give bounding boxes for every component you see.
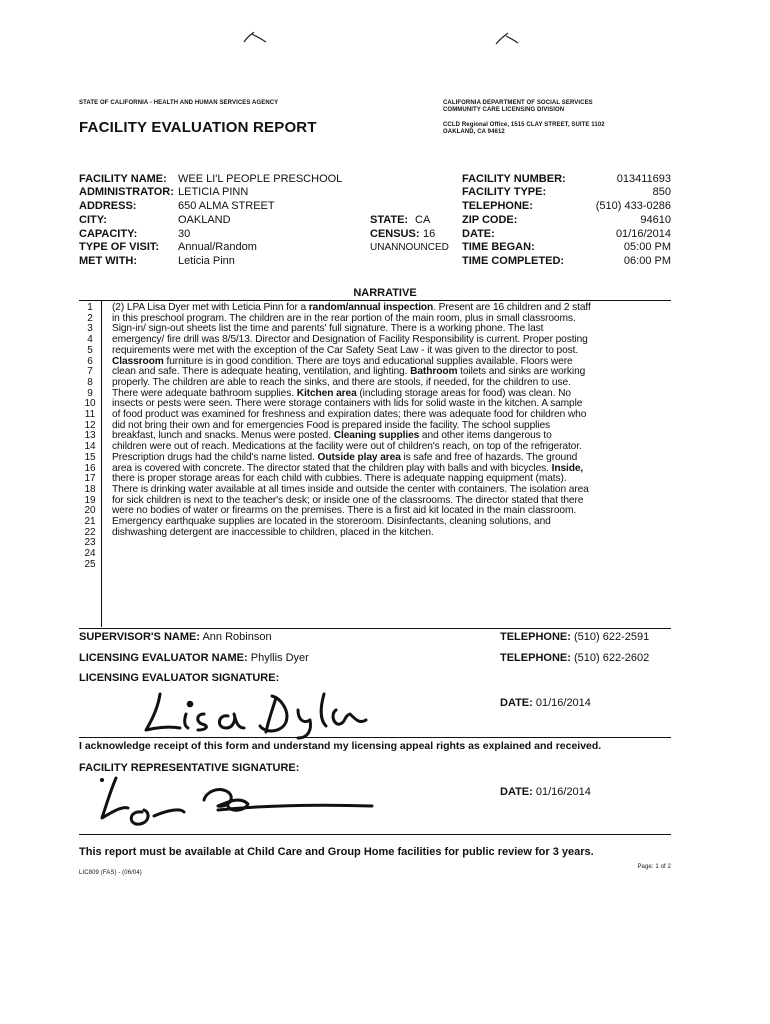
- line-number: 15: [84, 451, 96, 463]
- narrative-text: furniture is in good condition. There are toys and educational supplies available. Floors were: [163, 355, 573, 367]
- facility-type-label: FACILITY TYPE:: [462, 186, 547, 198]
- line-number: 23: [84, 537, 96, 549]
- city-label: CITY:: [79, 214, 107, 226]
- telephone-label: TELEPHONE:: [462, 200, 533, 212]
- line-number: 12: [84, 419, 96, 431]
- narrative-text: requirements were met with the exception of the Car Safety Seat Law - it was given to the director to post.: [112, 344, 579, 356]
- line-number: 9: [87, 387, 93, 399]
- office-address-line2: OAKLAND, CA 94612: [443, 129, 505, 135]
- date2-label: DATE:: [500, 786, 533, 798]
- narrative-text: properly. The children are able to reach the sinks, and there are stools, if needed, for the children to use.: [112, 376, 571, 388]
- facility-rep-signature: [88, 772, 378, 832]
- facility-name: WEE LI'L PEOPLE PRESCHOOL: [178, 173, 343, 185]
- narrative-text: children were out of reach. Medications at the facility were out of children's reach, on top of the refrigerator.: [112, 441, 582, 453]
- date2: 01/16/2014: [535, 786, 591, 798]
- date: 01/16/2014: [615, 228, 671, 240]
- capacity-label: CAPACITY:: [79, 228, 138, 240]
- supervisor-phone-label: TELEPHONE:: [500, 631, 571, 643]
- line-number: 6: [87, 355, 93, 367]
- narrative-text: emergency/ fire drill was 8/5/13. Director and Designation of Facility Responsibility is current. Proper posting: [112, 334, 588, 346]
- line-number: 22: [84, 526, 96, 538]
- narrative-text: Classroom: [112, 355, 164, 367]
- narrative-text: There were adequate bathroom supplies.: [112, 387, 297, 399]
- facility-number-label: FACILITY NUMBER:: [462, 173, 566, 185]
- supervisor-label: SUPERVISOR'S NAME:: [79, 631, 200, 643]
- narrative-text: there is proper storage areas for each child with cubbies. There is adequate napping equipment (mats).: [112, 473, 567, 485]
- date1-row: [500, 697, 591, 710]
- availability-notice: This report must be available at Child Care and Group Home facilities for public review for 3 years.: [79, 846, 594, 858]
- line-number: 19: [84, 494, 96, 506]
- line-number-divider: [101, 301, 102, 627]
- narrative-text: Outside play area: [317, 451, 401, 463]
- narrative-text: were no bodies of water or firearms on the premises. There is a first aid kit located in the main classroom.: [112, 505, 577, 517]
- office-address-line1: CCLD Regional Office, 1515 CLAY STREET, SUITE 1102: [443, 122, 605, 128]
- zip: 94610: [640, 214, 671, 226]
- narrative-top-rule: [79, 300, 671, 301]
- narrative-text: dishwashing detergent are inaccessible to children, placed in the kitchen.: [112, 526, 434, 538]
- line-number: 24: [84, 548, 96, 560]
- line-number: 2: [87, 312, 93, 324]
- visit-type-label: TYPE OF VISIT:: [79, 241, 160, 253]
- time-began: 05:00 PM: [623, 241, 671, 253]
- agency-left: STATE OF CALIFORNIA - HEALTH AND HUMAN SERVICES AGENCY: [79, 100, 279, 106]
- acknowledgement: I acknowledge receipt of this form and understand my licensing appeal rights as explained and received.: [79, 740, 602, 752]
- line-number: 14: [84, 441, 96, 453]
- date-label: DATE:: [462, 228, 495, 240]
- supervisor-phone: (510) 622-2591: [573, 631, 650, 643]
- narrative-text: There is drinking water available at all times inside and outside the center with containers. The isolation area: [112, 483, 589, 495]
- evaluator-phone-row: [500, 652, 649, 665]
- line-number: 11: [84, 409, 96, 420]
- narrative-text: Prescription drugs had the child's name listed.: [112, 451, 318, 463]
- line-number: 21: [84, 516, 96, 527]
- form-id: LIC809 (FAS) - (06/04): [79, 870, 142, 876]
- state-label: STATE:: [370, 214, 409, 226]
- line-number: 1: [87, 302, 93, 313]
- narrative-text: Bathroom: [410, 366, 458, 378]
- line-number: 4: [87, 334, 93, 346]
- narrative-text: toilets and sinks are working: [457, 366, 586, 378]
- line-number: 8: [87, 376, 93, 388]
- supervisor-row: [79, 631, 272, 644]
- narrative-text: (2) LPA Lisa Dyer met with Leticia Pinn for a: [112, 302, 309, 313]
- address: 650 ALMA STREET: [178, 200, 275, 212]
- facility-number: 013411693: [616, 173, 671, 185]
- scan-mark-right: [492, 30, 522, 50]
- narrative-text: is safe and free of hazards. The ground: [400, 451, 578, 463]
- state: CA: [415, 214, 431, 226]
- line-number: 16: [84, 462, 96, 474]
- evaluator-row: [79, 652, 309, 665]
- narrative-text: (including storage areas for food) was clean. No: [356, 387, 571, 399]
- supervisor-name: Ann Robinson: [202, 631, 272, 643]
- time-completed: 06:00 PM: [623, 255, 671, 267]
- met-with: Leticia Pinn: [178, 255, 235, 267]
- time-began-label: TIME BEGAN:: [462, 241, 535, 253]
- met-with-label: MET WITH:: [79, 255, 138, 267]
- unannounced: UNANNOUNCED: [370, 242, 449, 253]
- narrative-text: in this preschool program. The children are in the rear portion of the main room, plus in small classrooms.: [112, 312, 576, 324]
- narrative-text: Kitchen area: [296, 387, 357, 399]
- date1: 01/16/2014: [535, 697, 591, 709]
- capacity: 30: [178, 228, 191, 240]
- scan-mark-left: [240, 28, 270, 48]
- telephone: (510) 433-0286: [595, 200, 671, 212]
- narrative-bottom-rule: [79, 628, 671, 629]
- narrative-text: random/annual inspection: [308, 302, 434, 313]
- narrative-text: did not bring their own and for emergencies Food is prepared inside the facility. The school supplies: [112, 419, 551, 431]
- address-label: ADDRESS:: [79, 200, 137, 212]
- facility-type: 850: [652, 186, 671, 198]
- line-number: 20: [84, 505, 96, 517]
- line-number: 17: [84, 473, 96, 485]
- supervisor-phone-row: [500, 631, 649, 644]
- report-title: FACILITY EVALUATION REPORT: [79, 119, 317, 136]
- agency-right-line1: CALIFORNIA DEPARTMENT OF SOCIAL SERVICES: [443, 100, 593, 106]
- evaluator-phone: (510) 622-2602: [573, 652, 650, 664]
- visit-type: Annual/Random: [178, 241, 257, 253]
- narrative-text: and other items dangerous to: [419, 430, 552, 442]
- line-number: 25: [84, 558, 96, 570]
- narrative-text: clean and safe. There is adequate heating, ventilation, and lighting.: [112, 366, 411, 378]
- census: 16: [423, 228, 436, 240]
- narrative-heading: NARRATIVE: [353, 287, 417, 299]
- narrative-text: . Present are 16 children and 2 staff: [433, 302, 591, 313]
- narrative-text: of food product was examined for freshness and expiration dates; there was adequate food for children who: [112, 409, 587, 420]
- administrator-label: ADMINISTRATOR:: [79, 186, 174, 198]
- date2-row: [500, 786, 591, 799]
- page-number: Page: 1 of 2: [637, 864, 671, 870]
- evaluator-signature: [140, 680, 380, 740]
- narrative-text: breakfast, lunch and snacks. Menus were posted.: [112, 430, 334, 442]
- line-number: 7: [87, 366, 93, 378]
- narrative-text: Inside,: [551, 462, 584, 474]
- rep-signature-rule: [79, 834, 671, 835]
- line-number: 13: [84, 430, 96, 442]
- narrative-text: for sick children is next to the teacher's desk; or inside one of the classrooms. The director stated that there: [112, 494, 584, 506]
- evaluator-phone-label: TELEPHONE:: [500, 652, 571, 664]
- city: OAKLAND: [178, 214, 231, 226]
- narrative-text: Sign-in/ sign-out sheets list the time and parents' full signature. There is a working phone. The last: [112, 323, 544, 335]
- line-number: 10: [84, 398, 96, 410]
- evaluator-signature-label: LICENSING EVALUATOR SIGNATURE:: [79, 672, 280, 684]
- administrator: LETICIA PINN: [178, 186, 249, 198]
- narrative-text: Emergency earthquake supplies are located in the storeroom. Disinfectants, cleaning solutions, and: [112, 516, 551, 527]
- narrative-line: [112, 528, 434, 539]
- census-label: CENSUS:: [370, 228, 420, 240]
- facility-name-label: FACILITY NAME:: [79, 173, 167, 185]
- evaluator-label: LICENSING EVALUATOR NAME:: [79, 652, 248, 664]
- signature-rule: [79, 737, 671, 738]
- line-number: 18: [84, 483, 96, 495]
- facility-rep-signature-label: FACILITY REPRESENTATIVE SIGNATURE:: [79, 762, 300, 774]
- zip-label: ZIP CODE:: [462, 214, 518, 226]
- evaluator-name: Phyllis Dyer: [250, 652, 309, 664]
- date1-label: DATE:: [500, 697, 533, 709]
- narrative-text: Cleaning supplies: [333, 430, 420, 442]
- narrative-text: area is covered with concrete. The director stated that the children play with balls and with bicycles.: [112, 462, 552, 474]
- agency-right-line2: COMMUNITY CARE LICENSING DIVISION: [443, 107, 565, 113]
- time-completed-label: TIME COMPLETED:: [462, 255, 565, 267]
- line-number: 5: [87, 344, 93, 356]
- line-number: 3: [87, 323, 93, 335]
- narrative-text: insects or pests were seen. There were storage containers with lids for solid waste in the kitchen. A sample: [112, 398, 583, 410]
